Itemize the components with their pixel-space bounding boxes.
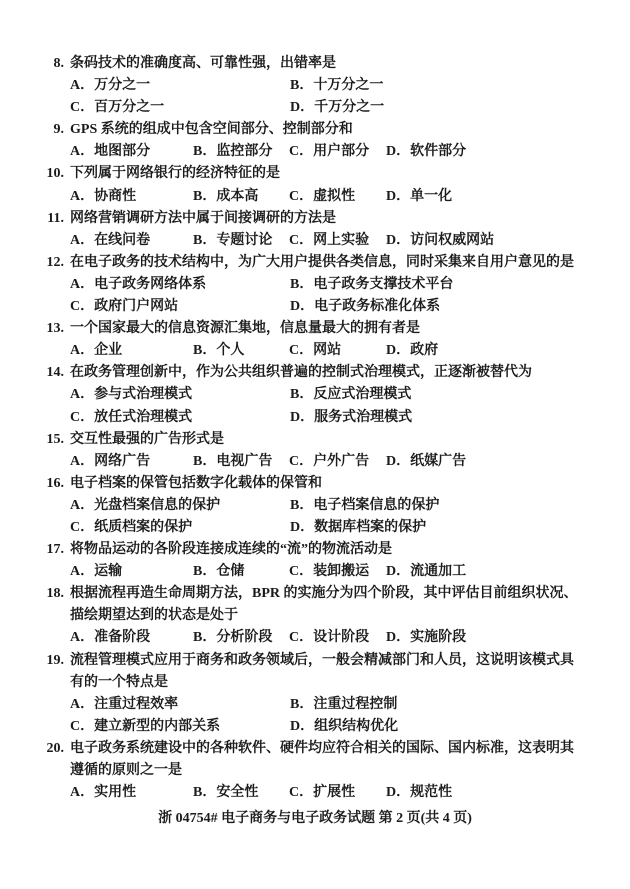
option-C: C．扩展性 — [289, 785, 356, 801]
option-B: B．反应式治理模式 — [290, 387, 412, 403]
option-C: C．虚拟性 — [289, 188, 356, 204]
question-14 — [0, 362, 630, 428]
option-B: B．十万分之一 — [290, 78, 384, 94]
option-B: B．电子档案信息的保护 — [290, 497, 440, 513]
question-text: 下列属于网络银行的经济特征的是 — [70, 166, 280, 182]
option-D: D．单一化 — [386, 188, 453, 204]
option-row — [0, 384, 630, 406]
question-stem — [0, 362, 630, 384]
option-B: B．专题讨论 — [193, 232, 273, 248]
option-D: D．流通加工 — [386, 564, 467, 580]
option-D: D．组织结构优化 — [290, 718, 399, 734]
option-A: A．企业 — [70, 343, 123, 359]
option-D: D．千万分之一 — [290, 100, 385, 116]
option-row — [0, 627, 630, 649]
question-number: 12. — [46, 254, 64, 270]
option-A: A．光盘档案信息的保护 — [70, 497, 221, 513]
option-B: B．成本高 — [193, 188, 259, 204]
option-C: C．纸质档案的保护 — [70, 519, 193, 535]
option-D: D．电子政务标准化体系 — [290, 299, 441, 315]
option-D: D．数据库档案的保护 — [290, 519, 427, 535]
option-row — [0, 230, 630, 252]
question-number: 10. — [46, 166, 64, 182]
option-A: A．万分之一 — [70, 78, 151, 94]
option-row — [0, 451, 630, 473]
option-A: A．电子政务网络体系 — [70, 276, 207, 292]
question-number: 18. — [46, 586, 64, 602]
question-list — [0, 53, 630, 804]
option-row — [0, 716, 630, 738]
question-text: 一个国家最大的信息资源汇集地，信息量最大的拥有者是 — [70, 321, 420, 337]
question-text: 交互性最强的广告形式是 — [70, 431, 224, 447]
question-text: 有的一个特点是 — [70, 674, 168, 690]
option-row — [0, 75, 630, 97]
question-text: 电子政务系统建设中的各种软件、硬件均应符合相关的国际、国内标准，这表明其 — [70, 740, 574, 756]
option-B: B．电视广告 — [193, 453, 273, 469]
option-C: C．百万分之一 — [70, 100, 165, 116]
question-number: 9. — [53, 122, 64, 138]
option-row — [0, 495, 630, 517]
question-13 — [0, 318, 630, 362]
option-A: A．注重过程效率 — [70, 696, 179, 712]
question-stem — [0, 163, 630, 185]
option-D: D．访问权威网站 — [386, 232, 495, 248]
question-number: 20. — [46, 740, 64, 756]
question-stem — [0, 473, 630, 495]
question-text: 条码技术的准确度高、可靠性强，出错率是 — [70, 56, 336, 71]
question-15 — [0, 429, 630, 473]
question-number: 19. — [46, 652, 64, 668]
question-16 — [0, 473, 630, 539]
question-text: 将物品运动的各阶段连接成连续的“流”的物流活动是 — [70, 542, 392, 558]
option-C: C．装卸搬运 — [289, 564, 370, 580]
question-stem — [0, 738, 630, 760]
option-row — [0, 561, 630, 583]
option-A: A．协商性 — [70, 188, 137, 204]
option-A: A．地图部分 — [70, 144, 151, 160]
option-B: B．个人 — [193, 343, 245, 359]
question-18 — [0, 583, 630, 649]
option-row — [0, 274, 630, 296]
option-row — [0, 407, 630, 429]
question-text: 在电子政务的技术结构中，为广大用户提供各类信息，同时采集来自用户意见的是 — [70, 254, 574, 270]
question-8 — [0, 53, 630, 119]
question-text: 流程管理模式应用于商务和政务领域后，一般会精减部门和人员，这说明该模式具 — [70, 652, 574, 668]
option-A: A．运输 — [70, 564, 123, 580]
option-C: C．建立新型的内部关系 — [70, 718, 221, 734]
option-row — [0, 296, 630, 318]
option-B: B．监控部分 — [193, 144, 273, 160]
option-B: B．注重过程控制 — [290, 696, 398, 712]
question-stem-continued — [0, 760, 630, 782]
question-text: 描绘期望达到的状态是处于 — [70, 608, 238, 624]
question-stem — [0, 583, 630, 605]
option-D: D．纸媒广告 — [386, 453, 467, 469]
option-B: B．安全性 — [193, 785, 259, 801]
question-number: 8. — [53, 56, 64, 71]
question-stem — [0, 429, 630, 451]
question-number: 17. — [46, 542, 64, 558]
option-C: C．用户部分 — [289, 144, 370, 160]
question-stem-continued — [0, 672, 630, 694]
question-stem — [0, 208, 630, 230]
question-number: 15. — [46, 431, 64, 447]
option-C: C．设计阶段 — [289, 630, 370, 646]
question-10 — [0, 163, 630, 207]
question-stem — [0, 318, 630, 340]
option-D: D．政府 — [386, 343, 439, 359]
question-stem — [0, 119, 630, 141]
option-row — [0, 517, 630, 539]
question-number: 16. — [46, 475, 64, 491]
question-text: 根据流程再造生命周期方法，BPR 的实施分为四个阶段，其中评估目前组织状况、 — [70, 586, 578, 602]
question-stem-continued — [0, 605, 630, 627]
option-A: A．实用性 — [70, 785, 137, 801]
question-stem — [0, 650, 630, 672]
question-text: 电子档案的保管包括数字化载体的保管和 — [70, 475, 322, 491]
option-row — [0, 694, 630, 716]
option-B: B．电子政务支撑技术平台 — [290, 276, 454, 292]
option-C: C．政府门户网站 — [70, 299, 179, 315]
option-A: A．参与式治理模式 — [70, 387, 193, 403]
question-19 — [0, 650, 630, 738]
option-A: A．在线问卷 — [70, 232, 151, 248]
question-number: 13. — [46, 321, 64, 337]
question-number: 14. — [46, 365, 64, 381]
page-footer: 浙 04754# 电子商务与电子政务试题 第 2 页(共 4 页) — [158, 811, 472, 826]
option-D: D．软件部分 — [386, 144, 467, 160]
question-12 — [0, 252, 630, 318]
option-C: C．放任式治理模式 — [70, 409, 193, 425]
option-C: C．户外广告 — [289, 453, 370, 469]
question-text: 遵循的原则之一是 — [70, 763, 182, 778]
option-D: D．服务式治理模式 — [290, 409, 413, 425]
option-row — [0, 782, 630, 804]
question-20 — [0, 738, 630, 804]
option-row — [0, 141, 630, 163]
question-text: 在政务管理创新中，作为公共组织普遍的控制式治理模式，正逐渐被替代为 — [70, 365, 532, 381]
question-text: 网络营销调研方法中属于间接调研的方法是 — [70, 210, 336, 226]
option-D: D．实施阶段 — [386, 630, 467, 646]
option-C: C．网上实验 — [289, 232, 370, 248]
question-9 — [0, 119, 630, 163]
option-A: A．准备阶段 — [70, 630, 151, 646]
question-stem — [0, 539, 630, 561]
option-D: D．规范性 — [386, 785, 453, 801]
option-C: C．网站 — [289, 343, 342, 359]
question-stem — [0, 53, 630, 75]
option-row — [0, 97, 630, 119]
option-B: B．分析阶段 — [193, 630, 273, 646]
question-number: 11. — [47, 210, 64, 226]
question-stem — [0, 252, 630, 274]
question-17 — [0, 539, 630, 583]
option-B: B．仓储 — [193, 564, 245, 580]
option-row — [0, 340, 630, 362]
question-text: GPS 系统的组成中包含空间部分、控制部分和 — [70, 122, 353, 138]
option-A: A．网络广告 — [70, 453, 151, 469]
question-11 — [0, 208, 630, 252]
option-row — [0, 186, 630, 208]
